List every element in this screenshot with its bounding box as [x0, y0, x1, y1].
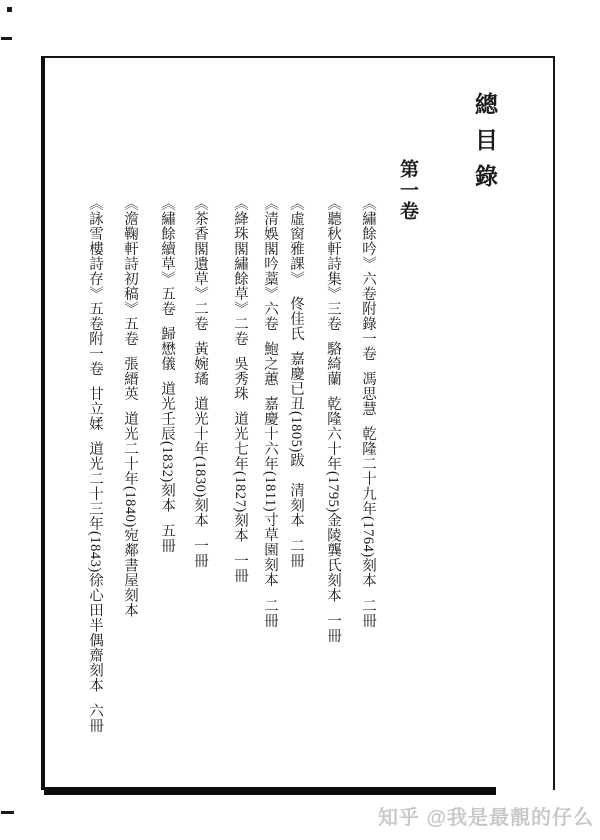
- zhihu-watermark: 知乎 @我是最靚的仔么: [372, 801, 594, 830]
- entry-author: 黃婉璚: [192, 341, 208, 387]
- entry-edition: 乾隆六十年(1795)金陵龔氏刻本: [325, 396, 341, 603]
- toc-entry: [118, 196, 142, 628]
- entry-author: 吳秀珠: [232, 356, 248, 402]
- entry-edition: 道光十年(1830)刻本: [192, 396, 208, 528]
- entry-author: 張縉英: [122, 356, 138, 402]
- section-title: 第一卷: [397, 159, 418, 222]
- entry-edition: 嘉慶十六年(1811)寸草園刻本: [262, 396, 278, 588]
- entry-copies: 二冊: [262, 597, 278, 628]
- entry-author: 佟佳氏: [288, 296, 304, 342]
- entry-author: 鮑之蕙: [262, 341, 278, 387]
- entry-title: 《繡餘吟》六卷附錄一卷: [360, 196, 376, 361]
- entry-copies: 六冊: [87, 703, 103, 734]
- entry-copies: 二冊: [360, 598, 376, 629]
- toc-entry: [155, 196, 179, 553]
- entry-edition: 道光二十年(1840)宛鄰書屋刻本: [122, 411, 138, 618]
- entry-copies: 一冊: [232, 553, 248, 584]
- toc-entry: [258, 196, 282, 628]
- entry-title: 《詠雪樓詩存》五卷附一卷: [87, 196, 103, 376]
- entry-author: 馮思慧: [360, 371, 376, 417]
- page-title: 總目錄: [472, 92, 497, 200]
- toc-entry: [83, 196, 107, 733]
- toc-entry: [228, 196, 252, 583]
- entry-edition: 乾隆二十九年(1764)刻本: [360, 426, 376, 588]
- entry-title: 《繡餘續草》五卷: [159, 196, 175, 316]
- entry-title: 《澹鞠軒詩初稿》五卷: [122, 196, 138, 346]
- entry-copies: 二冊: [288, 538, 304, 569]
- entry-author: 甘立媃: [87, 386, 103, 432]
- entry-author: 歸懋儀: [159, 326, 175, 372]
- entry-author: 駱綺蘭: [325, 341, 341, 387]
- entry-edition: 道光二十三年(1843)徐心田半偶齋刻本: [87, 441, 103, 693]
- toc-entry: [284, 196, 308, 568]
- entry-title: 《清娛閣吟藁》六卷: [262, 196, 278, 331]
- toc-entry: [188, 196, 212, 568]
- entry-title: 《聽秋軒詩集》三卷: [325, 196, 341, 331]
- scan-artifact: [1, 811, 14, 814]
- page-border-bottom: [44, 787, 496, 795]
- toc-entry: [321, 196, 345, 643]
- entry-title: 《虛窗雅課》: [288, 196, 304, 286]
- entry-copies: 一冊: [192, 538, 208, 569]
- entry-copies: 一冊: [325, 613, 341, 644]
- entry-edition: 嘉慶已丑(1805)跋 清刻本: [288, 351, 304, 528]
- entry-title: 《茶香閣遺草》二卷: [192, 196, 208, 331]
- scan-artifact: [7, 7, 12, 12]
- toc-entry: [356, 196, 380, 628]
- entry-edition: 道光壬辰(1832)刻本: [159, 381, 175, 513]
- entry-copies: 五冊: [159, 523, 175, 554]
- entry-edition: 道光七年(1827)刻本: [232, 411, 248, 543]
- scan-artifact: [1, 37, 12, 40]
- entry-title: 《絳珠閣繡餘草》二卷: [232, 196, 248, 346]
